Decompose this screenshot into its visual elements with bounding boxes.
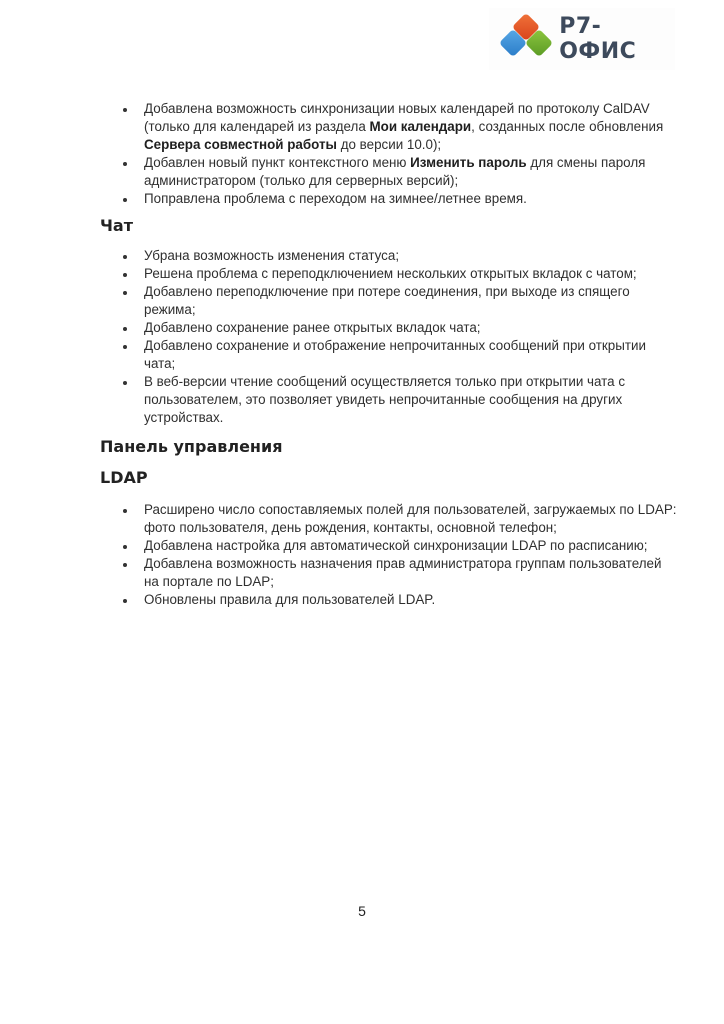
list-item: Убрана возможность изменения статуса; xyxy=(100,247,680,265)
list-item: Решена проблема с переподключением нескольких открытых вкладок с чатом; xyxy=(100,265,680,283)
list-item: Добавлена настройка для автоматической синхронизации LDAP по расписанию; xyxy=(100,537,680,555)
section-heading-control-panel: Панель управления xyxy=(100,437,283,456)
logo-text: Р7-ОФИС xyxy=(559,14,637,64)
list-item: В веб-версии чтение сообщений осуществляется только при открытии чата с пользователем, это позволяет увидеть непрочитанные сообщения на других устройствах. xyxy=(100,373,680,427)
section-heading-chat: Чат xyxy=(100,216,133,235)
chat-changes-list xyxy=(100,247,680,427)
list-item: Добавлено сохранение и отображение непрочитанных сообщений при открытии чата; xyxy=(100,337,680,373)
list-item: Добавлена возможность назначения прав администратора группам пользователей на портале по LDAP; xyxy=(100,555,680,591)
r7-office-logo xyxy=(489,8,675,70)
bold-term: Изменить пароль xyxy=(410,155,527,170)
list-item: Поправлена проблема с переходом на зимнее/летнее время. xyxy=(100,190,680,208)
list-item: Добавлено сохранение ранее открытых вкладок чата; xyxy=(100,319,680,337)
list-item: Добавлено переподключение при потере соединения, при выходе из спящего режима; xyxy=(100,283,680,319)
document-body xyxy=(100,100,680,609)
list-item: Добавлена возможность синхронизации новых календарей по протоколу CalDAV (только для календарей из раздела Мои календари, созданных после обновления Сервера совместной работы до версии 10.0); xyxy=(100,100,680,154)
section-heading-ldap: LDAP xyxy=(100,468,148,487)
bold-term: Мои календари xyxy=(369,119,472,134)
calendar-changes-list xyxy=(100,100,680,208)
list-item: Расширено число сопоставляемых полей для пользователей, загружаемых по LDAP: фото пользователя, день рождения, контакты, основной телефон; xyxy=(100,501,680,537)
page-number: 5 xyxy=(358,903,366,919)
list-item: Добавлен новый пункт контекстного меню Изменить пароль для смены пароля администратором (только для серверных версий); xyxy=(100,154,680,190)
list-item: Обновлены правила для пользователей LDAP. xyxy=(100,591,680,609)
logo-diamonds-icon xyxy=(495,13,555,65)
ldap-changes-list xyxy=(100,501,680,609)
bold-term: Сервера совместной работы xyxy=(144,137,337,152)
